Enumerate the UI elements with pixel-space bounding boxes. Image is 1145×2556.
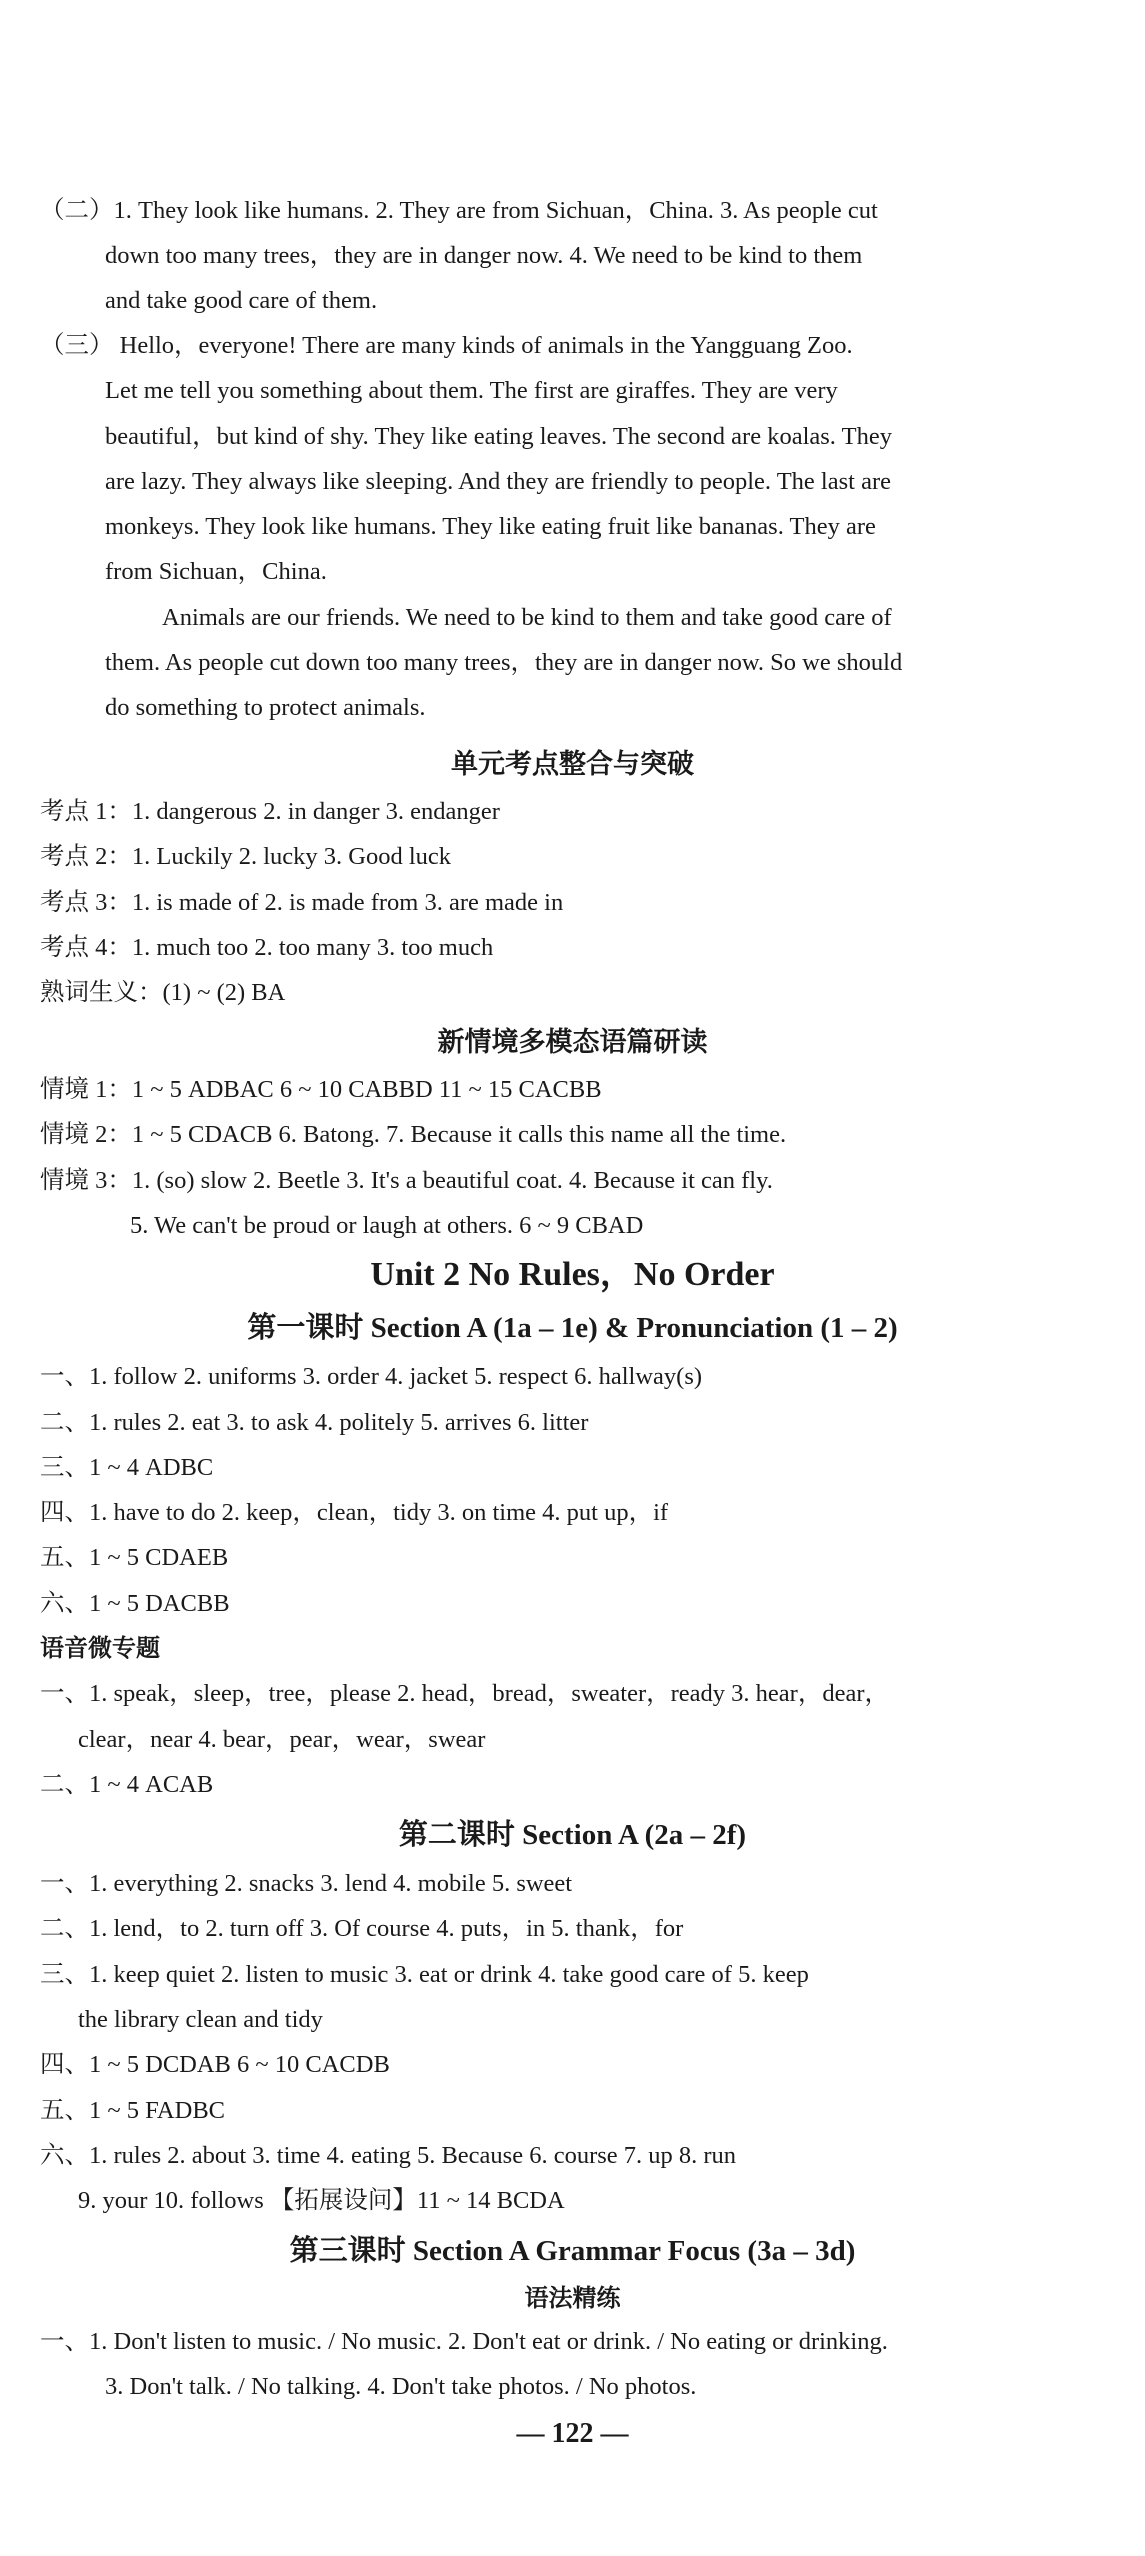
lesson-heading: 第一课时 Section A (1a – 1e) & Pronunciation (1 – 2) <box>247 1312 898 1344</box>
answer-line: 二、1. rules 2. eat 3. to ask 4. politely 5. arrives 6. litter <box>40 1409 589 1436</box>
answer-line: （二）1. They look like humans. 2. They are from Sichuan，China. 3. As people cut <box>40 197 878 224</box>
answer-line: 情境 1：1 ~ 5 ADBAC 6 ~ 10 CABBD 11 ~ 15 CACBB <box>40 1076 602 1103</box>
answer-line: 3. Don't talk. / No talking. 4. Don't take photos. / No photos. <box>105 2373 697 2400</box>
answer-line: 五、1 ~ 5 FADBC <box>40 2097 226 2124</box>
answer-line: and take good care of them. <box>105 287 378 314</box>
answer-line: 考点 2：1. Luckily 2. lucky 3. Good luck <box>40 843 452 870</box>
answer-line: 5. We can't be proud or laugh at others. 6 ~ 9 CBAD <box>130 1212 644 1239</box>
essay-line: are lazy. They always like sleeping. And they are friendly to people. The last are <box>105 468 891 495</box>
section-heading: 新情境多模态语篇研读 <box>437 1027 708 1057</box>
essay-line: Let me tell you something about them. The first are giraffes. They are very <box>105 377 838 404</box>
unit-title: Unit 2 No Rules，No Order <box>370 1256 775 1293</box>
answer-line: 一、1. everything 2. snacks 3. lend 4. mobile 5. sweet <box>40 1870 573 1897</box>
answer-line: 四、1 ~ 5 DCDAB 6 ~ 10 CACDB <box>40 2051 390 2078</box>
essay-line: （三） Hello，everyone! There are many kinds of animals in the Yangguang Zoo. <box>40 332 853 359</box>
section-heading: 单元考点整合与突破 <box>451 749 694 779</box>
answer-line: clear，near 4. bear，pear，wear，swear <box>78 1726 486 1753</box>
answer-line: 一、1. Don't listen to music. / No music. 2. Don't eat or drink. / No eating or drinking. <box>40 2328 888 2355</box>
essay-line: from Sichuan，China. <box>105 558 327 585</box>
page-number: — 122 — <box>516 2418 629 2449</box>
lesson-heading: 第三课时 Section A Grammar Focus (3a – 3d) <box>289 2235 856 2267</box>
answer-line: 三、1 ~ 4 ADBC <box>40 1454 214 1481</box>
essay-line: do something to protect animals. <box>105 694 426 721</box>
essay-line: monkeys. They look like humans. They like eating fruit like bananas. They are <box>105 513 876 540</box>
subsection-heading: 语音微专题 <box>40 1636 160 1662</box>
answer-line: 四、1. have to do 2. keep，clean，tidy 3. on time 4. put up，if <box>40 1499 669 1526</box>
answer-line: 熟词生义：(1) ~ (2) BA <box>40 979 286 1006</box>
subsection-heading: 语法精练 <box>524 2286 621 2312</box>
answer-line: 情境 3：1. (so) slow 2. Beetle 3. It's a beautiful coat. 4. Because it can fly. <box>40 1167 773 1194</box>
answer-line: 二、1. lend，to 2. turn off 3. Of course 4. puts，in 5. thank，for <box>40 1915 684 1942</box>
answer-line: 情境 2：1 ~ 5 CDACB 6. Batong. 7. Because it calls this name all the time. <box>40 1121 787 1148</box>
answer-line: 考点 1：1. dangerous 2. in danger 3. endanger <box>40 798 500 825</box>
answer-line: 二、1 ~ 4 ACAB <box>40 1771 214 1798</box>
answer-line: 六、1 ~ 5 DACBB <box>40 1590 230 1617</box>
answer-line: 考点 3：1. is made of 2. is made from 3. are made in <box>40 889 564 916</box>
answer-line: 六、1. rules 2. about 3. time 4. eating 5. Because 6. course 7. up 8. run <box>40 2142 737 2169</box>
answer-line: 三、1. keep quiet 2. listen to music 3. eat or drink 4. take good care of 5. keep <box>40 1961 809 1988</box>
answer-line: 一、1. follow 2. uniforms 3. order 4. jacket 5. respect 6. hallway(s) <box>40 1363 703 1390</box>
answer-line: 五、1 ~ 5 CDAEB <box>40 1544 229 1571</box>
essay-line: beautiful，but kind of shy. They like eating leaves. The second are koalas. They <box>105 423 892 450</box>
answer-line: 一、1. speak，sleep，tree，please 2. head，bread，sweater，ready 3. hear，dear， <box>40 1680 889 1707</box>
answer-line: 考点 4：1. much too 2. too many 3. too much <box>40 934 494 961</box>
answer-line: 9. your 10. follows 【拓展设问】11 ~ 14 BCDA <box>78 2187 565 2214</box>
essay-line: them. As people cut down too many trees，they are in danger now. So we should <box>105 649 903 676</box>
lesson-heading: 第二课时 Section A (2a – 2f) <box>398 1819 747 1851</box>
answer-line: down too many trees，they are in danger now. 4. We need to be kind to them <box>105 242 863 269</box>
essay-line: Animals are our friends. We need to be kind to them and take good care of <box>162 604 892 631</box>
answer-line: the library clean and tidy <box>78 2006 323 2033</box>
